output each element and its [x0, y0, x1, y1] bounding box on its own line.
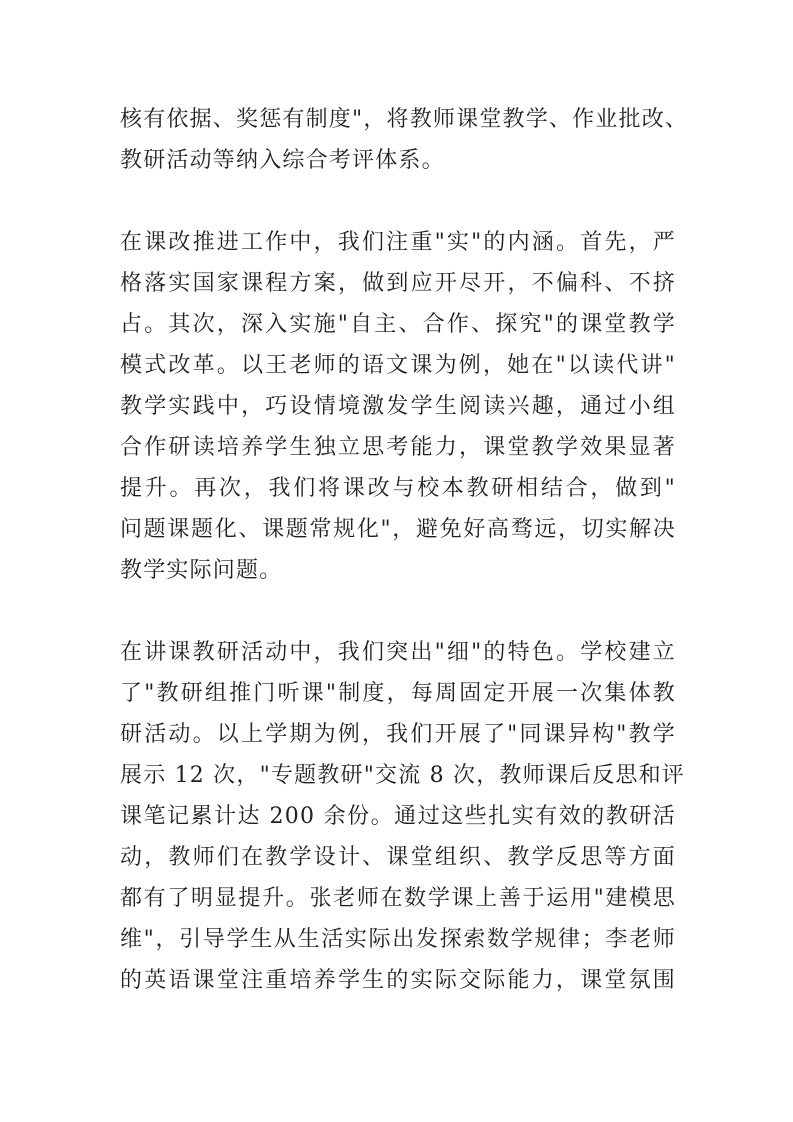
text-line: 教研活动等纳入综合考评体系。 — [120, 148, 445, 173]
text-line: 合作研读培养学生独立思考能力，课堂教学效果显著 — [120, 435, 676, 460]
text-line: 维"，引导学生从生活实际出发探索数学规律；李老师 — [120, 927, 676, 952]
text-line: 格落实国家课程方案，做到应开尽开，不偏科、不挤 — [120, 271, 676, 296]
paragraph-teaching-research — [120, 632, 686, 1001]
text-line: 的英语课堂注重培养学生的实际交际能力，课堂氛围 — [120, 968, 676, 993]
text-line: 动，教师们在教学设计、课堂组织、教学反思等方面 — [120, 845, 676, 870]
text-line: 教学实践中，巧设情境激发学生阅读兴趣，通过小组 — [120, 394, 676, 419]
text-line: 在讲课教研活动中，我们突出"细"的特色。学校建立 — [120, 640, 676, 665]
document-page — [120, 99, 689, 1001]
paragraph-curriculum-reform — [120, 222, 676, 591]
text-line: 在课改推进工作中，我们注重"实"的内涵。首先，严 — [120, 230, 676, 255]
text-line: 展示 12 次，"专题教研"交流 8 次，教师课后反思和评 — [120, 763, 686, 788]
paragraph-evaluation-system — [120, 99, 689, 181]
text-line: 模式改革。以王老师的语文课为例，她在"以读代讲" — [120, 353, 676, 378]
text-line: 核有依据、奖惩有制度"，将教师课堂教学、作业批改、 — [120, 107, 689, 132]
text-line: 都有了明显提升。张老师在数学课上善于运用"建模思 — [120, 886, 676, 911]
text-line: 问题课题化、课题常规化"，避免好高骛远，切实解决 — [120, 517, 676, 542]
text-line: 了"教研组推门听课"制度，每周固定开展一次集体教 — [120, 681, 676, 706]
text-line: 占。其次，深入实施"自主、合作、探究"的课堂教学 — [120, 312, 676, 337]
text-line: 教学实际问题。 — [120, 558, 283, 583]
text-line: 研活动。以上学期为例，我们开展了"同课异构"教学 — [120, 722, 676, 747]
text-line: 课笔记累计达 200 余份。通过这些扎实有效的教研活 — [120, 804, 676, 829]
text-line: 提升。再次，我们将课改与校本教研相结合，做到" — [120, 476, 676, 501]
